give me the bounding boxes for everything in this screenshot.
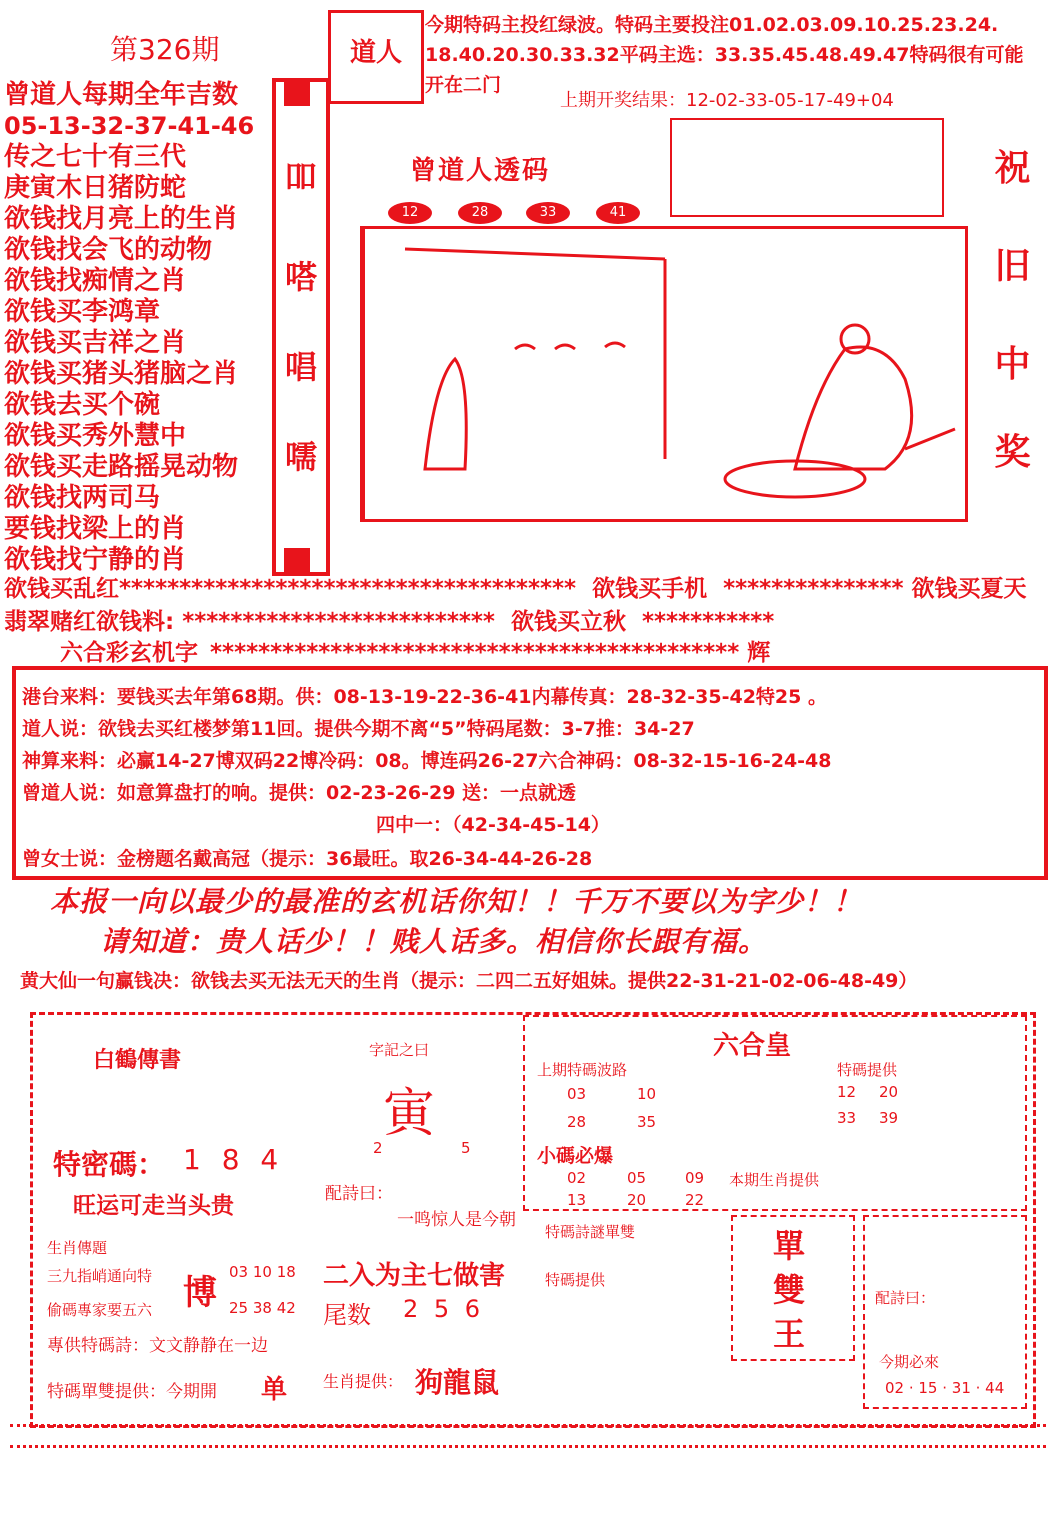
row-1 bbox=[4, 570, 1027, 603]
row-2 bbox=[4, 603, 774, 636]
special-phrase: 旺运可走当头贵 bbox=[73, 1193, 234, 1219]
info-line: 曾道人说：如意算盘打的响。提供：02-23-26-29 送：一点就透 bbox=[22, 782, 577, 804]
info-line: 四中一：（42-34-45-14） bbox=[376, 814, 610, 836]
right-label6: 特碼提供 bbox=[545, 1271, 606, 1289]
mid-tail: 2 5 6 bbox=[403, 1295, 485, 1323]
right-num: 39 bbox=[879, 1109, 899, 1127]
list-item: 欲钱买走路摇晃动物 bbox=[4, 452, 239, 482]
right-sub4: 本期生肖提供 bbox=[729, 1171, 820, 1189]
row-1-stars: *************** bbox=[723, 576, 904, 602]
right-num: 13 bbox=[567, 1191, 587, 1209]
left-footer-label: 特碼單雙提供：今期開 bbox=[47, 1382, 217, 1402]
vertical-scroll bbox=[272, 78, 330, 576]
row-2-tail: *********** bbox=[641, 609, 775, 635]
left-row: 三九指峭通向特 bbox=[47, 1267, 153, 1285]
number-ball: 41 bbox=[596, 202, 640, 224]
list-item: 欲钱找会飞的动物 bbox=[4, 235, 213, 265]
scene-drawing bbox=[365, 229, 965, 519]
list-item: 欲钱找月亮上的生肖 bbox=[4, 204, 239, 234]
right-num: 28 bbox=[567, 1113, 587, 1131]
mid-tail-label: 尾数 bbox=[323, 1301, 371, 1329]
notice-line: 今期特码主投红绿波。特码主要投注01.02.03.09.10.25.23.24. bbox=[425, 14, 999, 36]
list-item: 欲钱买李鸿章 bbox=[4, 297, 161, 327]
seal-text: 道人 bbox=[349, 38, 402, 68]
right-num: 10 bbox=[637, 1085, 657, 1103]
right-num: 33 bbox=[837, 1109, 857, 1127]
right-num: 35 bbox=[637, 1113, 657, 1131]
right-num: 05 bbox=[627, 1169, 647, 1187]
row-2-stars: ************************** bbox=[182, 609, 495, 635]
special-nums: 1 8 4 bbox=[183, 1143, 285, 1176]
left-footer-val: 单 bbox=[261, 1375, 288, 1405]
right-sub2: 特碼提供 bbox=[837, 1061, 898, 1079]
scroll-char: 嗒 bbox=[284, 258, 317, 296]
row-3-mid: 辉 bbox=[747, 640, 771, 666]
left-row: 生肖傳題 bbox=[47, 1239, 108, 1257]
right-num: 03 bbox=[567, 1085, 587, 1103]
list-item: 传之七十有三代 bbox=[4, 142, 187, 172]
row-2-mid: 欲钱买立秋 bbox=[510, 609, 626, 635]
left-bottom: 專供特碼詩：文文静静在一边 bbox=[47, 1336, 268, 1356]
lower-section bbox=[30, 1012, 1036, 1428]
last-result: 上期开奖结果：12-02-33-05-17-49+04 bbox=[560, 90, 894, 111]
list-item: 欲钱买秀外慧中 bbox=[4, 421, 187, 451]
right-label5: 特碼詩謎單雙 bbox=[545, 1223, 636, 1241]
right-big-char: 王 bbox=[773, 1315, 806, 1353]
list-item: 欲钱找痴情之肖 bbox=[4, 266, 187, 296]
row-1-right: 欲钱买夏天 bbox=[911, 576, 1027, 602]
seal-stamp bbox=[328, 10, 424, 104]
info-line: 曾女士说：金榜题名戴高冠（提示：36最旺。取26-34-44-26-28 bbox=[22, 848, 593, 870]
mid-zodiac: 狗龍鼠 bbox=[415, 1366, 500, 1399]
mid-poem-label: 配詩曰： bbox=[325, 1184, 393, 1204]
slogan-2: 请知道：贵人话少！！贱人话多。相信你长跟有福。 bbox=[100, 925, 768, 958]
info-box bbox=[12, 666, 1048, 880]
special-label: 特密碼： bbox=[53, 1148, 166, 1181]
box-title: 白鶴傳書 bbox=[93, 1048, 182, 1073]
row-1-left: 欲钱买乱红************************************** bbox=[4, 576, 577, 602]
tablet-frame bbox=[670, 118, 944, 217]
number-ball: 12 bbox=[388, 202, 432, 224]
banner-char: 祝 bbox=[994, 148, 1031, 189]
list-item: 曾道人每期全年吉数 bbox=[4, 80, 239, 110]
mid-char: 寅 bbox=[383, 1084, 436, 1144]
right-num: 20 bbox=[879, 1083, 899, 1101]
row-3 bbox=[60, 634, 770, 667]
scroll-char: 嚅 bbox=[284, 438, 317, 476]
scroll-char: 唱 bbox=[284, 348, 317, 386]
list-item: 庚寅木日猪防蛇 bbox=[4, 173, 187, 203]
list-item: 05-13-32-37-41-46 bbox=[4, 112, 255, 140]
list-item: 欲钱去买个碗 bbox=[4, 390, 161, 420]
right-sub1: 上期特碼波路 bbox=[537, 1061, 628, 1079]
mid-zodiac-label: 生肖提供： bbox=[323, 1372, 404, 1391]
left-nums: 03 10 18 bbox=[229, 1263, 296, 1281]
right-num: 20 bbox=[627, 1191, 647, 1209]
scroll-cap bbox=[284, 78, 310, 106]
mid-header: 字記之曰 bbox=[369, 1041, 430, 1059]
mid-small-right: 5 bbox=[461, 1139, 471, 1157]
left-nums: 25 38 42 bbox=[229, 1299, 296, 1317]
notice-line: 开在二门 bbox=[425, 74, 502, 96]
mid-big: 二入为主七做害 bbox=[323, 1261, 506, 1291]
right-poem-end: 今期必來 bbox=[879, 1353, 940, 1371]
right-num: 22 bbox=[685, 1191, 705, 1209]
mid-small-left: 2 bbox=[373, 1139, 383, 1157]
left-row: 偷碼專家要五六 bbox=[47, 1301, 153, 1319]
right-num: 12 bbox=[837, 1083, 857, 1101]
scroll-char: 吅 bbox=[284, 158, 317, 196]
list-item: 欲钱买吉祥之肖 bbox=[4, 328, 187, 358]
right-sub3: 小碼必爆 bbox=[537, 1145, 614, 1167]
info-line: 港台来料：要钱买去年第68期。供：08-13-19-22-36-41内幕传真：28-32-35-42特25 。 bbox=[22, 686, 827, 708]
right-title: 六合皇 bbox=[713, 1031, 792, 1061]
slogan-1: 本报一向以最少的最准的玄机话你知！！千万不要以为字少！！ bbox=[50, 885, 863, 918]
issue-number: 第326期 bbox=[110, 33, 220, 66]
banner-char: 奖 bbox=[994, 432, 1031, 473]
notice-line: 18.40.20.30.33.32平码主选：33.35.45.48.49.47特码很有可能 bbox=[425, 44, 1024, 66]
row-2-left: 翡翠赌红欲钱料: bbox=[4, 609, 175, 635]
number-ball: 33 bbox=[526, 202, 570, 224]
right-big-char: 雙 bbox=[773, 1271, 806, 1309]
list-item: 欲钱找两司马 bbox=[4, 483, 161, 513]
number-ball: 28 bbox=[458, 202, 502, 224]
big-char: 博 bbox=[183, 1273, 217, 1313]
footer-border bbox=[10, 1424, 1046, 1448]
illustration bbox=[360, 226, 968, 522]
right-num: 09 bbox=[685, 1169, 705, 1187]
right-big-char: 單 bbox=[773, 1227, 806, 1265]
row-3-stars: ******************************************** bbox=[210, 640, 740, 666]
banner-char: 旧 bbox=[994, 246, 1031, 287]
list-item: 欲钱买猪头猪脑之肖 bbox=[4, 359, 239, 389]
mid-poem: 一鸣惊人是今朝 bbox=[397, 1210, 516, 1230]
info-line: 道人说：欲钱去买红楼梦第11回。提供今期不离“5”特码尾数：3-7推：34-27 bbox=[22, 718, 695, 740]
info-line: 神算来料：必赢14-27博双码22博冷码：08。博连码26-27六合神码：08-32-15-16-24-48 bbox=[22, 750, 832, 772]
list-item: 欲钱找宁静的肖 bbox=[4, 545, 187, 575]
banner-char: 中 bbox=[994, 344, 1031, 385]
row-3-left: 六合彩玄机字 bbox=[60, 640, 198, 666]
row-1-mid: 欲钱买手机 bbox=[592, 576, 708, 602]
right-num: 02 bbox=[567, 1169, 587, 1187]
right-poem-label: 配詩曰： bbox=[875, 1289, 936, 1307]
huang-line: 黄大仙一句赢钱决：欲钱去买无法无天的生肖（提示：二四二五好姐妹。提供22-31-21-02-06-48-49） bbox=[20, 970, 918, 992]
right-banner bbox=[985, 140, 1040, 482]
right-footer-nums: 02 · 15 · 31 · 44 bbox=[885, 1379, 1005, 1397]
picture-title: 曾道人透码 bbox=[410, 156, 551, 186]
list-item: 要钱找梁上的肖 bbox=[4, 514, 187, 544]
lucky-list bbox=[4, 80, 274, 576]
